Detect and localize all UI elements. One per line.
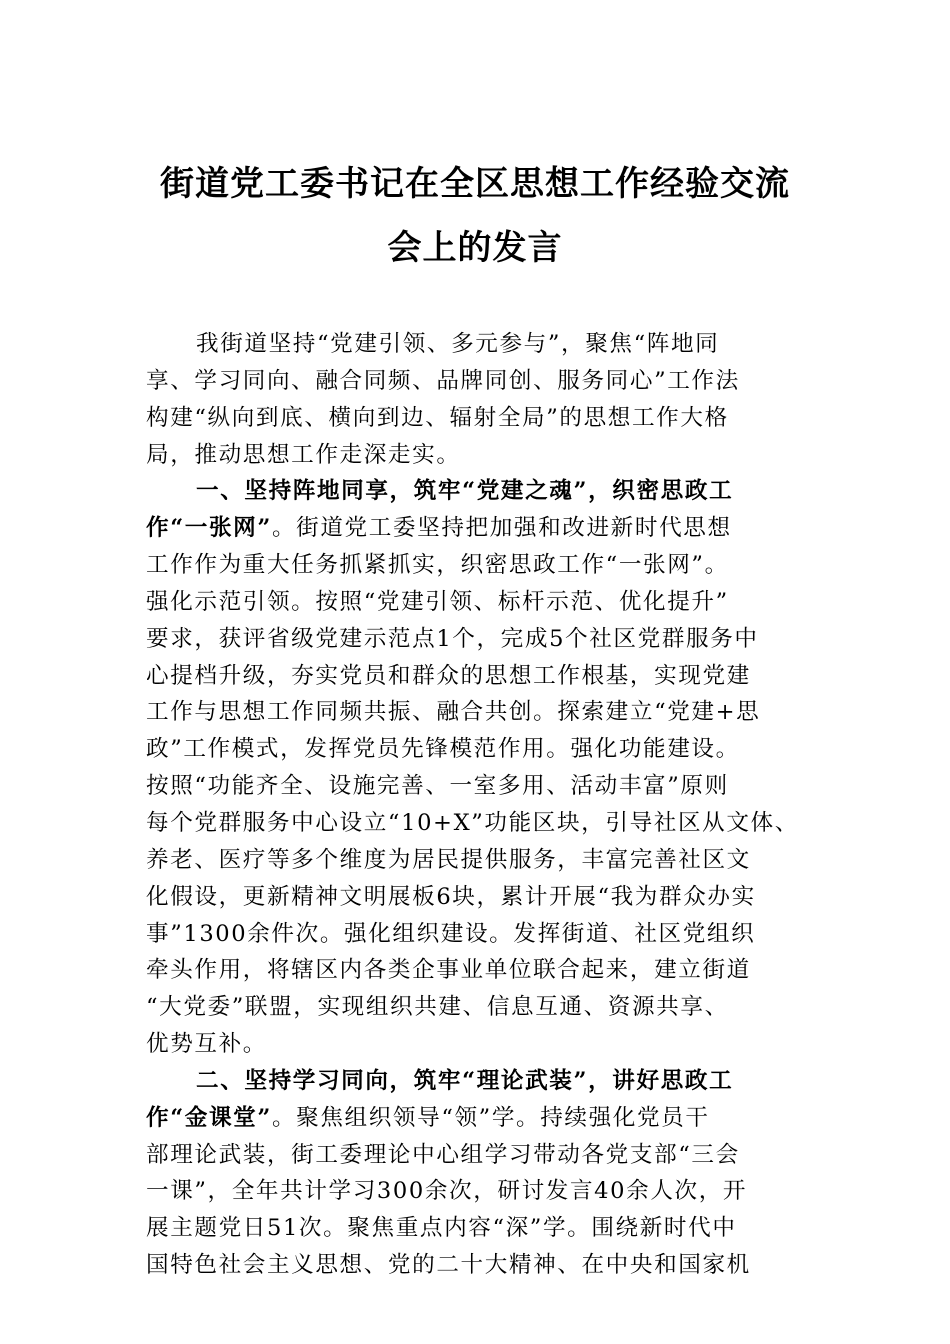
body-text-segment: 心提档升级，夯实党员和群众的思想工作根基，实现党建	[146, 662, 751, 689]
text-line	[146, 989, 811, 1026]
text-line	[146, 437, 811, 474]
text-line	[146, 1210, 811, 1247]
text-line	[146, 1063, 811, 1100]
text-line	[146, 510, 811, 547]
body-text-segment: 展主题党日51次。聚焦重点内容“深”学。围绕新时代中	[146, 1215, 737, 1242]
body-text-segment: 事”1300余件次。强化组织建设。发挥街道、社区党组织	[146, 920, 756, 947]
body-text-segment: 优势互补。	[146, 1031, 267, 1058]
paragraph	[146, 326, 811, 473]
text-line	[146, 621, 811, 658]
body-text-segment: 享、学习同向、融合同频、品牌同创、服务同心”工作法	[146, 367, 740, 394]
paragraph	[146, 1063, 811, 1284]
text-line	[146, 1247, 811, 1284]
body-text-segment: 强化示范引领。按照“党建引领、标杆示范、优化提升”	[146, 588, 729, 615]
text-line	[146, 584, 811, 621]
text-line	[146, 694, 811, 731]
document-title	[120, 152, 830, 280]
text-line	[146, 473, 811, 510]
title-line-1: 街道党工委书记在全区思想工作经验交流	[160, 164, 790, 204]
body-text-segment: 我街道坚持“党建引领、多元参与”，聚焦“阵地同	[196, 331, 720, 357]
heading-text: 一、坚持阵地同享，筑牢“党建之魂”，织密思政工	[196, 478, 734, 505]
body-text-segment: 要求，获评省级党建示范点1个，完成5个社区党群服务中	[146, 625, 759, 652]
body-text-segment: 构建“纵向到底、横向到边、辐射全局”的思想工作大格	[146, 404, 729, 431]
heading-text: 作“一张网”	[146, 515, 272, 542]
text-line	[146, 805, 811, 842]
body-text-segment: 按照“功能齐全、设施完善、一室多用、活动丰富”原则	[146, 773, 729, 800]
text-line	[146, 547, 811, 584]
text-line	[146, 1173, 811, 1210]
text-line	[146, 879, 811, 916]
heading-text: 二、坚持学习同向，筑牢“理论武装”，讲好思政工	[196, 1067, 734, 1094]
text-line	[146, 326, 811, 363]
text-line	[146, 1100, 811, 1137]
body-text-segment: “大党委”联盟，实现组织共建、信息互通、资源共享、	[146, 994, 729, 1021]
text-line	[146, 658, 811, 695]
text-line	[146, 1026, 811, 1063]
body-text-segment: 局，推动思想工作走深走实。	[146, 441, 461, 468]
body-text-segment: 国特色社会主义思想、党的二十大精神、在中央和国家机	[146, 1252, 751, 1279]
body-text-segment: 一课”，全年共计学习300余次，研讨发言40余人次，开	[146, 1178, 748, 1205]
text-line	[146, 952, 811, 989]
body-text-segment: 每个党群服务中心设立“10+X”功能区块，引导社区从文体、	[146, 809, 799, 836]
body-text-segment: 。街道党工委坚持把加强和改进新时代思想	[271, 515, 732, 542]
body-text-segment: 工作与思想工作同频共振、融合共创。探索建立“党建+思	[146, 699, 761, 726]
body-text-segment: 化假设，更新精神文明展板6块，累计开展“我为群众办实	[146, 883, 756, 910]
body-text-segment: 部理论武装，街工委理论中心组学习带动各党支部“三会	[146, 1141, 740, 1168]
body-text-segment: 。聚焦组织领导“领”学。持续强化党员干	[271, 1104, 710, 1131]
text-line	[146, 768, 811, 805]
document-body	[146, 326, 811, 1284]
text-line	[146, 916, 811, 953]
body-text-segment: 政”工作模式，发挥党员先锋模范作用。强化功能建设。	[146, 736, 740, 763]
text-line	[146, 363, 811, 400]
body-text-segment: 工作作为重大任务抓紧抓实，织密思政工作“一张网”。	[146, 552, 729, 579]
body-text-segment: 牵头作用，将辖区内各类企事业单位联合起来，建立街道	[146, 957, 751, 984]
title-line-2: 会上的发言	[387, 228, 563, 268]
text-line	[146, 400, 811, 437]
heading-text: 作“金课堂”	[146, 1104, 272, 1131]
text-line	[146, 1137, 811, 1174]
paragraph	[146, 473, 811, 1063]
text-line	[146, 842, 811, 879]
text-line	[146, 731, 811, 768]
body-text-segment: 养老、医疗等多个维度为居民提供服务，丰富完善社区文	[146, 846, 751, 873]
